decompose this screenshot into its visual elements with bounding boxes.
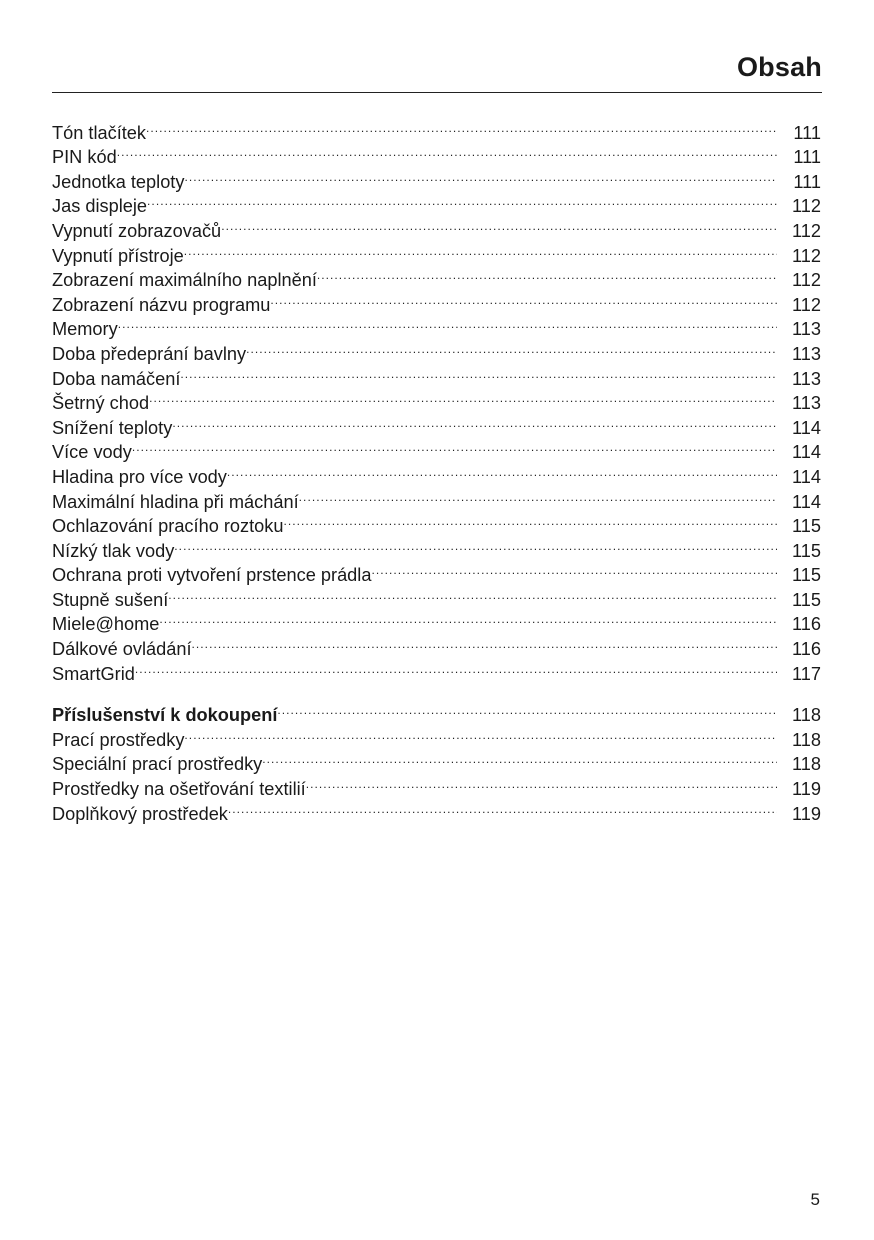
toc-entry[interactable]	[52, 434, 821, 463]
toc-entry-label: Miele@home	[52, 614, 160, 635]
toc-entry-label: Zobrazení maximálního naplnění	[52, 270, 317, 291]
toc-entry-label: SmartGrid	[52, 663, 135, 684]
toc-entry[interactable]	[52, 655, 821, 684]
toc-dot-leader	[159, 606, 777, 631]
toc-dot-leader	[149, 385, 777, 410]
toc-entry-page: 115	[792, 589, 821, 610]
table-of-contents	[52, 114, 821, 824]
toc-entry-label: Prací prostředky	[52, 729, 185, 750]
toc-entry-page: 112	[792, 270, 821, 291]
toc-entry-page: 111	[793, 147, 821, 168]
toc-entry-page: 115	[792, 540, 821, 561]
toc-entry-page: 118	[792, 729, 821, 750]
toc-entry[interactable]	[52, 114, 821, 143]
toc-entry-label: Jednotka teploty	[52, 171, 185, 192]
toc-dot-leader	[174, 532, 777, 557]
toc-entry-label: Příslušenství k dokoupení	[52, 705, 278, 726]
toc-entry-label: Doplňkový prostředek	[52, 803, 228, 824]
toc-entry-label: Speciální prací prostředky	[52, 754, 263, 775]
toc-dot-leader	[184, 163, 777, 188]
toc-entry-label: Doba předeprání bavlny	[52, 343, 247, 364]
toc-dot-leader	[221, 212, 777, 237]
toc-dot-leader	[228, 795, 777, 820]
toc-entry-page: 114	[792, 417, 821, 438]
toc-dot-leader	[192, 630, 777, 655]
toc-dot-leader	[270, 286, 777, 311]
toc-dot-leader	[132, 434, 777, 459]
toc-dot-leader	[168, 581, 777, 606]
toc-entry-label: Zobrazení názvu programu	[52, 294, 271, 315]
toc-dot-leader	[277, 697, 777, 722]
toc-entry-label: Maximální hladina při máchání	[52, 491, 299, 512]
toc-entry-page: 114	[792, 491, 821, 512]
toc-dot-leader	[135, 655, 777, 680]
toc-entry-label: Doba namáčení	[52, 368, 181, 389]
toc-entry-page: 115	[792, 516, 821, 537]
toc-dot-leader	[172, 409, 777, 434]
toc-entry-page: 112	[792, 294, 821, 315]
page-header	[52, 48, 822, 93]
toc-entry-page: 112	[792, 196, 821, 217]
toc-entry[interactable]	[52, 212, 821, 241]
toc-dot-leader	[371, 557, 777, 582]
toc-dot-leader	[284, 508, 777, 533]
page-number: 5	[810, 1190, 820, 1209]
toc-entry[interactable]	[52, 139, 821, 168]
toc-entry-label: Snížení teploty	[52, 417, 173, 438]
toc-entry[interactable]	[52, 335, 821, 364]
toc-dot-leader	[262, 746, 777, 771]
toc-dot-leader	[317, 262, 777, 287]
toc-dot-leader	[306, 770, 777, 795]
toc-entry-label: Ochlazování pracího roztoku	[52, 516, 284, 537]
toc-entry-label: Dálkové ovládání	[52, 639, 192, 660]
toc-group	[52, 697, 821, 824]
toc-entry[interactable]	[52, 409, 821, 438]
toc-dot-leader	[147, 188, 777, 213]
toc-entry-page: 116	[792, 639, 821, 660]
toc-entry-page: 113	[792, 368, 821, 389]
toc-entry-label: Vypnutí zobrazovačů	[52, 220, 222, 241]
toc-entry-label: Tón tlačítek	[52, 122, 147, 143]
toc-entry-label: Šetrný chod	[52, 393, 150, 414]
toc-entry-label: Více vody	[52, 442, 132, 463]
toc-entry-page: 119	[792, 779, 821, 800]
toc-entry[interactable]	[52, 606, 821, 635]
toc-dot-leader	[299, 483, 777, 508]
toc-group	[52, 114, 821, 684]
toc-entry-label: Memory	[52, 319, 118, 340]
toc-dot-leader	[246, 335, 777, 360]
toc-entry[interactable]	[52, 311, 821, 340]
toc-dot-leader	[227, 458, 777, 483]
toc-dot-leader	[184, 721, 777, 746]
toc-dot-leader	[146, 114, 777, 139]
toc-entry-page: 111	[793, 122, 821, 143]
toc-entry-page: 118	[792, 754, 821, 775]
toc-entry-page: 112	[792, 245, 821, 266]
toc-entry[interactable]	[52, 188, 821, 217]
toc-entry-page: 113	[792, 393, 821, 414]
toc-entry-page: 114	[792, 442, 821, 463]
toc-entry-label: Jas displeje	[52, 196, 148, 217]
toc-entry-page: 113	[792, 343, 821, 364]
toc-entry-page: 112	[792, 220, 821, 241]
toc-entry-page: 116	[792, 614, 821, 635]
toc-entry-label: Prostředky na ošetřování textilií	[52, 779, 306, 800]
toc-entry-page: 114	[792, 466, 821, 487]
toc-dot-leader	[117, 139, 777, 164]
toc-entry-page: 113	[792, 319, 821, 340]
toc-dot-leader	[184, 237, 777, 262]
toc-entry-page: 119	[792, 803, 821, 824]
toc-entry-label: Vypnutí přístroje	[52, 245, 184, 266]
toc-entry[interactable]	[52, 385, 821, 414]
toc-entry-page: 118	[792, 705, 821, 726]
toc-entry-page: 117	[792, 663, 821, 684]
toc-entry-label: Ochrana proti vytvoření prstence prádla	[52, 565, 372, 586]
toc-entry[interactable]	[52, 581, 821, 610]
page-title: Obsah	[736, 52, 822, 82]
toc-entry-page: 115	[792, 565, 821, 586]
toc-entry-page: 111	[793, 171, 821, 192]
toc-entry-label: Nízký tlak vody	[52, 540, 175, 561]
toc-section-heading[interactable]	[52, 697, 821, 726]
toc-entry-label: PIN kód	[52, 147, 117, 168]
toc-entry-label: Hladina pro více vody	[52, 466, 227, 487]
toc-entry[interactable]	[52, 458, 821, 487]
toc-dot-leader	[180, 360, 777, 385]
toc-entry[interactable]	[52, 630, 821, 660]
toc-entry-label: Stupně sušení	[52, 589, 169, 610]
toc-dot-leader	[118, 311, 777, 336]
toc-entry[interactable]	[52, 163, 821, 192]
